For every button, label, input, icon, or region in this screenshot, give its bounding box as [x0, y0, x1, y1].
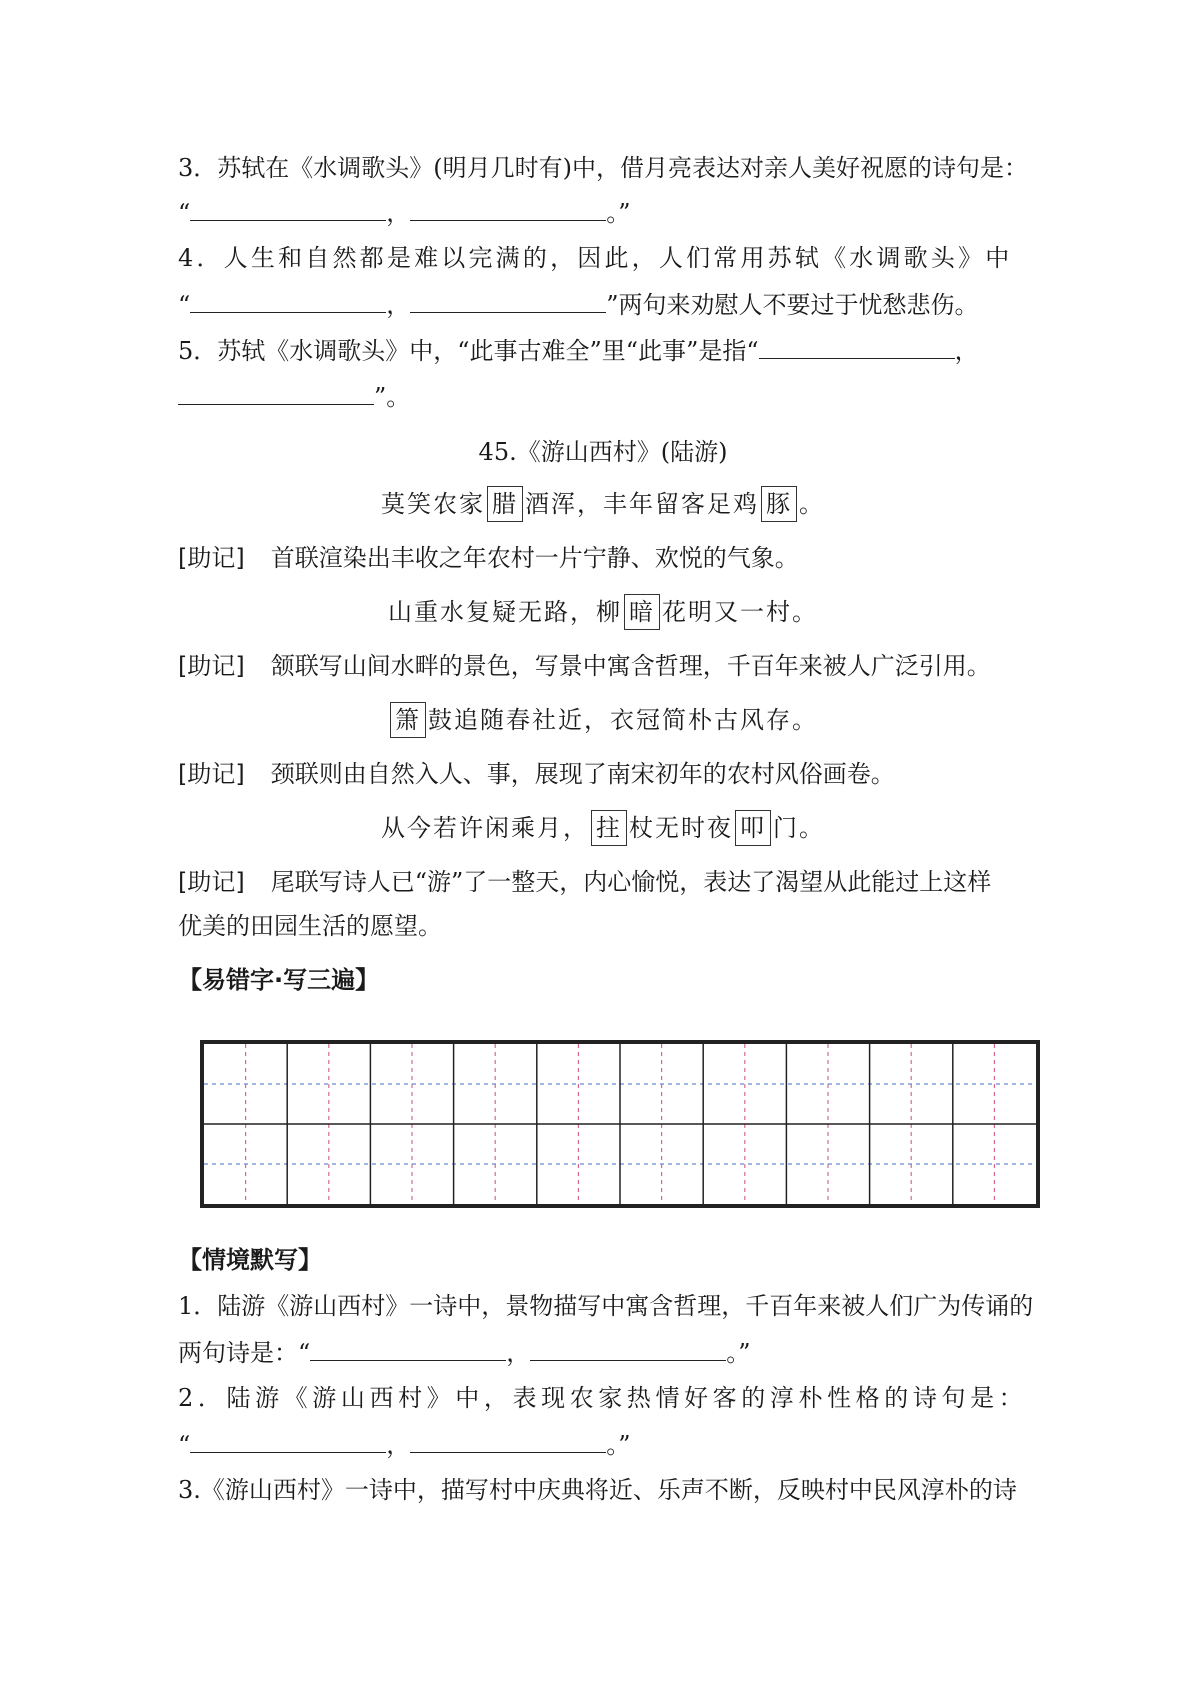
boxed-char: 拄 — [591, 810, 627, 846]
note-4 — [178, 864, 1028, 900]
note-text: 颈联则由自然入人、事，展现了南宋初年的农村风俗画卷。 — [270, 760, 895, 788]
question-5-prompt: 5．苏轼《水调歌头》中，“此事古难全”里“此事”是指“ — [178, 337, 759, 365]
comma: ， — [386, 291, 411, 319]
comma: ， — [954, 337, 979, 365]
poem-text: 从今若许闲乘月， — [381, 814, 589, 842]
poem-text: 花明又一村。 — [662, 598, 818, 626]
note-label: [助记] — [178, 760, 245, 788]
question-3-prompt: 3．苏轼在《水调歌头》(明月几时有)中，借月亮表达对亲人美好祝愿的诗句是： — [178, 154, 1028, 182]
poem-line-3 — [178, 702, 1028, 738]
question-3-text — [178, 150, 1028, 186]
heading-context-recitation — [178, 1242, 1028, 1278]
question-5-tail: ”。 — [374, 383, 411, 411]
poem-text: 莫笑农家 — [381, 490, 485, 518]
boxed-char: 豚 — [761, 486, 797, 522]
question-prompt: 3.《游山西村》一诗中，描写村中庆典将近、乐声不断，反映村中民风淳朴的诗 — [178, 1476, 1017, 1504]
answer-blank-1[interactable] — [190, 286, 386, 313]
answer-blank-2[interactable] — [178, 378, 374, 405]
answer-blank-1[interactable] — [759, 332, 955, 359]
question-3-answer-line — [178, 194, 1028, 231]
question-5-answer-line — [178, 378, 1028, 415]
context-question-2 — [178, 1380, 1028, 1416]
question-4-text — [178, 240, 1028, 276]
poem-text: 。 — [799, 490, 825, 518]
quote-open: “ — [178, 1431, 191, 1459]
question-prompt: 2．陆游《游山西村》中，表现农家热情好客的淳朴性格的诗句是： — [178, 1384, 1028, 1412]
poem-line-2 — [178, 594, 1028, 630]
note-label: [助记] — [178, 868, 245, 896]
note-text: 优美的田园生活的愿望。 — [178, 912, 442, 940]
note-2 — [178, 648, 1028, 684]
section-heading: 【情境默写】 — [178, 1246, 322, 1274]
answer-blank-2[interactable] — [410, 194, 606, 221]
question-prompt-cont: 两句诗是：“ — [178, 1339, 311, 1367]
poem-text: 山重水复疑无路，柳 — [388, 598, 622, 626]
boxed-char: 腊 — [487, 486, 523, 522]
answer-blank-2[interactable] — [530, 1334, 726, 1361]
quote-close: 。” — [606, 1431, 631, 1459]
answer-blank-1[interactable] — [190, 1426, 386, 1453]
tianzige-grid — [204, 1044, 1036, 1204]
poem-author: (陆游) — [660, 438, 728, 466]
comma: ， — [386, 199, 411, 227]
answer-blank-1[interactable] — [190, 194, 386, 221]
note-text: 尾联写诗人已“游”了一整天，内心愉悦，表达了渴望从此能过上这样 — [270, 868, 992, 896]
boxed-char: 叩 — [735, 810, 771, 846]
note-text: 首联渲染出丰收之年农村一片宁静、欢悦的气象。 — [270, 544, 799, 572]
question-4-answer-line — [178, 286, 1028, 323]
writing-grid[interactable] — [200, 1040, 1040, 1208]
poem-text: 酒浑，丰年留客足鸡 — [525, 490, 759, 518]
poem-line-1 — [178, 486, 1028, 522]
question-4-prompt: 4．人生和自然都是难以完满的，因此，人们常用苏轼《水调歌头》中 — [178, 244, 1013, 272]
quote-close: 。” — [606, 199, 631, 227]
comma: ， — [386, 1431, 411, 1459]
note-label: [助记] — [178, 652, 245, 680]
question-4-tail: ”两句来劝慰人不要过于忧愁悲伤。 — [606, 291, 979, 319]
context-question-2-answer — [178, 1426, 1028, 1463]
poem-text: 鼓追随春社近，衣冠简朴古风存。 — [428, 706, 818, 734]
question-prompt: 1．陆游《游山西村》一诗中，景物描写中寓含哲理，千百年来被人们广为传诵的 — [178, 1292, 1034, 1320]
context-question-3 — [178, 1472, 1028, 1508]
poem-line-4 — [178, 810, 1028, 846]
section-heading: 【易错字·写三遍】 — [178, 966, 380, 994]
boxed-char: 箫 — [390, 702, 426, 738]
answer-blank-2[interactable] — [410, 286, 606, 313]
answer-blank-2[interactable] — [410, 1426, 606, 1453]
context-question-1-answer — [178, 1334, 1028, 1371]
question-5-text — [178, 332, 1028, 369]
quote-close: 。” — [726, 1339, 751, 1367]
quote-open: “ — [178, 291, 191, 319]
answer-blank-1[interactable] — [310, 1334, 506, 1361]
section-title — [178, 434, 1028, 470]
heading-mistake-chars — [178, 962, 1028, 998]
poem-text: 门。 — [773, 814, 825, 842]
note-1 — [178, 540, 1028, 576]
note-text: 颔联写山间水畔的景色，写景中寓含哲理，千百年来被人广泛引用。 — [270, 652, 991, 680]
note-4-continued — [178, 908, 1028, 944]
context-question-1 — [178, 1288, 1034, 1324]
poem-title: 45.《游山西村》 — [478, 438, 661, 466]
poem-text: 杖无时夜 — [629, 814, 733, 842]
note-3 — [178, 756, 1028, 792]
boxed-char: 暗 — [624, 594, 660, 630]
note-label: [助记] — [178, 544, 245, 572]
quote-open: “ — [178, 199, 191, 227]
comma: ， — [506, 1339, 531, 1367]
